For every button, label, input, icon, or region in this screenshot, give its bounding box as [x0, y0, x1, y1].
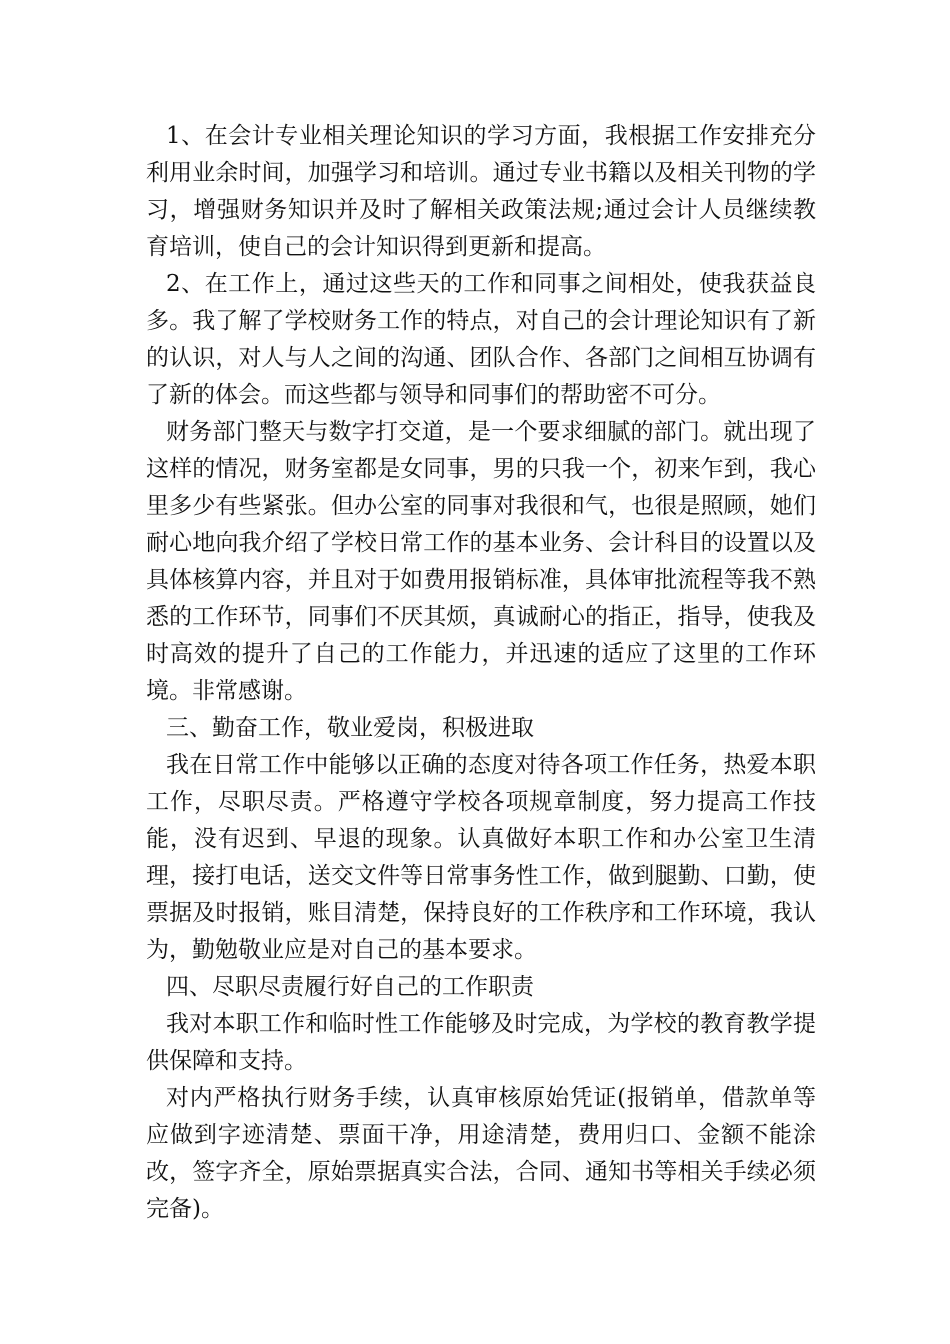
- document-body: [146, 118, 816, 1228]
- paragraph-finance-department: 财务部门整天与数字打交道，是一个要求细腻的部门。就出现了这样的情况，财务室都是女同事，男的只我一个，初来乍到，我心里多少有些紧张。但办公室的同事对我很和气，也很是照顾，她们耐心地向我介绍了学校日常工作的基本业务、会计科目的设置以及具体核算内容，并且对于如费用报销标准，具体审批流程等我不熟悉的工作环节，同事们不厌其烦，真诚耐心的指正，指导，使我及时高效的提升了自己的工作能力，并迅速的适应了这里的工作环境。非常感谢。: [146, 419, 816, 704]
- paragraph-daily-work: 我在日常工作中能够以正确的态度对待各项工作任务，热爱本职工作，尽职尽责。严格遵守学校各项规章制度，努力提高工作技能，没有迟到、早退的现象。认真做好本职工作和办公室卫生清理，接打电话，送交文件等日常事务性工作，做到腿勤、口勤，使票据及时报销，账目清楚，保持良好的工作秩序和工作环境，我认为，勤勉敬业应是对自己的基本要求。: [146, 752, 816, 963]
- paragraph-work-experience: 2、在工作上，通过这些天的工作和同事之间相处，使我获益良多。我了解了学校财务工作的特点，对自己的会计理论知识有了新的认识，对人与人之间的沟通、团队合作、各部门之间相互协调有了新的体会。而这些都与领导和同事们的帮助密不可分。: [146, 271, 816, 408]
- section-heading-diligence: 三、勤奋工作，敬业爱岗，积极进取: [166, 715, 534, 741]
- paragraph-timely-completion: 我对本职工作和临时性工作能够及时完成，为学校的教育教学提供保障和支持。: [146, 1011, 816, 1074]
- paragraph-financial-procedures: 对内严格执行财务手续，认真审核原始凭证(报销单，借款单等应做到字迹清楚、票面干净，用途清楚，费用归口、金额不能涂改，签字齐全，原始票据真实合法，合同、通知书等相关手续必须完备)。: [146, 1085, 816, 1222]
- section-heading-duties: 四、尽职尽责履行好自己的工作职责: [166, 974, 534, 1000]
- paragraph-study: 1、在会计专业相关理论知识的学习方面，我根据工作安排充分利用业余时间，加强学习和培训。通过专业书籍以及相关刊物的学习，增强财务知识并及时了解相关政策法规;通过会计人员继续教育培训，使自己的会计知识得到更新和提高。: [146, 123, 816, 260]
